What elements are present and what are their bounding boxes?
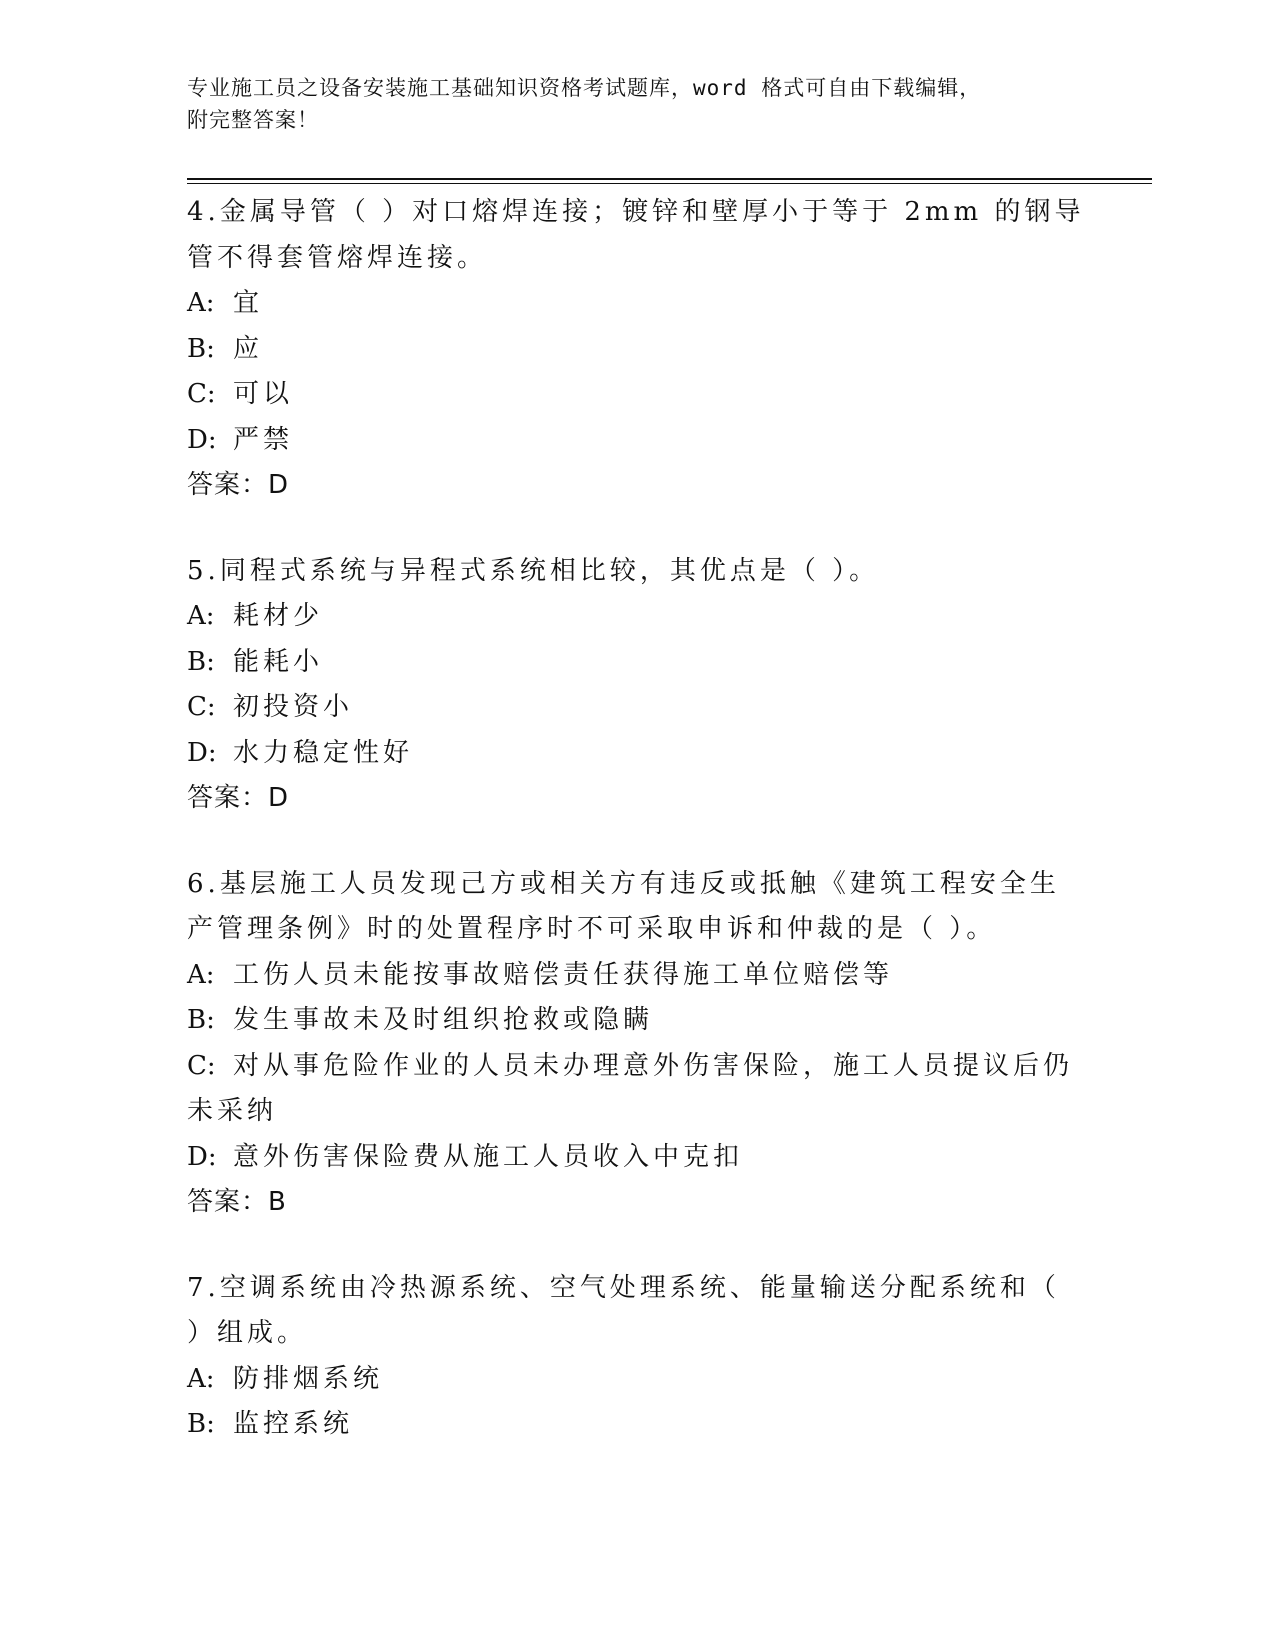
option-d: D: 意外伤害保险费从施工人员收入中克扣 — [187, 1141, 744, 1172]
header-divider-thick — [187, 178, 1152, 180]
option-c: C: 对从事危险作业的人员未办理意外伤害保险，施工人员提议后仍未采纳 — [187, 1050, 1074, 1126]
header-divider-thin — [187, 183, 1152, 184]
option-d: D: 水力稳定性好 — [187, 737, 414, 768]
question-text: 6.基层施工人员发现己方或相关方有违反或抵触《建筑工程安全生产管理条例》时的处置程序时不可采取申诉和仲裁的是（ ）。 — [187, 868, 1060, 944]
answer: 答案：B — [187, 1187, 287, 1217]
option-a: A: 耗材少 — [187, 601, 324, 631]
option-c: C: 初投资小 — [187, 692, 354, 722]
option-b: B: 监控系统 — [187, 1409, 354, 1439]
option-d: D: 严禁 — [187, 424, 294, 455]
question-6 — [187, 862, 1087, 1226]
answer: 答案：D — [187, 470, 290, 500]
question-text: 4.金属导管（ ）对口熔焊连接；镀锌和壁厚小于等于 2mm 的钢导管不得套管熔焊连接。 — [187, 197, 1085, 273]
question-4 — [187, 190, 1087, 509]
option-b: B: 应 — [187, 333, 264, 364]
option-b: B: 能耗小 — [187, 646, 324, 677]
option-a: A: 工伤人员未能按事故赔偿责任获得施工单位赔偿等 — [187, 959, 894, 990]
answer: 答案：D — [187, 783, 290, 813]
option-c: C: 可以 — [187, 379, 294, 409]
question-text: 7.空调系统由冷热源系统、空气处理系统、能量输送分配系统和（ ）组成。 — [187, 1272, 1060, 1348]
option-b: B: 发生事故未及时组织抢救或隐瞒 — [187, 1005, 654, 1035]
question-5 — [187, 549, 1087, 822]
question-text: 5.同程式系统与异程式系统相比较，其优点是（ ）。 — [187, 555, 880, 586]
question-list — [187, 190, 1087, 1488]
question-7 — [187, 1266, 1087, 1448]
document-header — [187, 72, 1067, 136]
header-line-1: 专业施工员之设备安装施工基础知识资格考试题库，word 格式可自由下载编辑， — [187, 76, 982, 100]
option-a: A: 宜 — [187, 288, 264, 318]
option-a: A: 防排烟系统 — [187, 1363, 384, 1394]
header-line-2: 附完整答案！ — [187, 108, 319, 132]
